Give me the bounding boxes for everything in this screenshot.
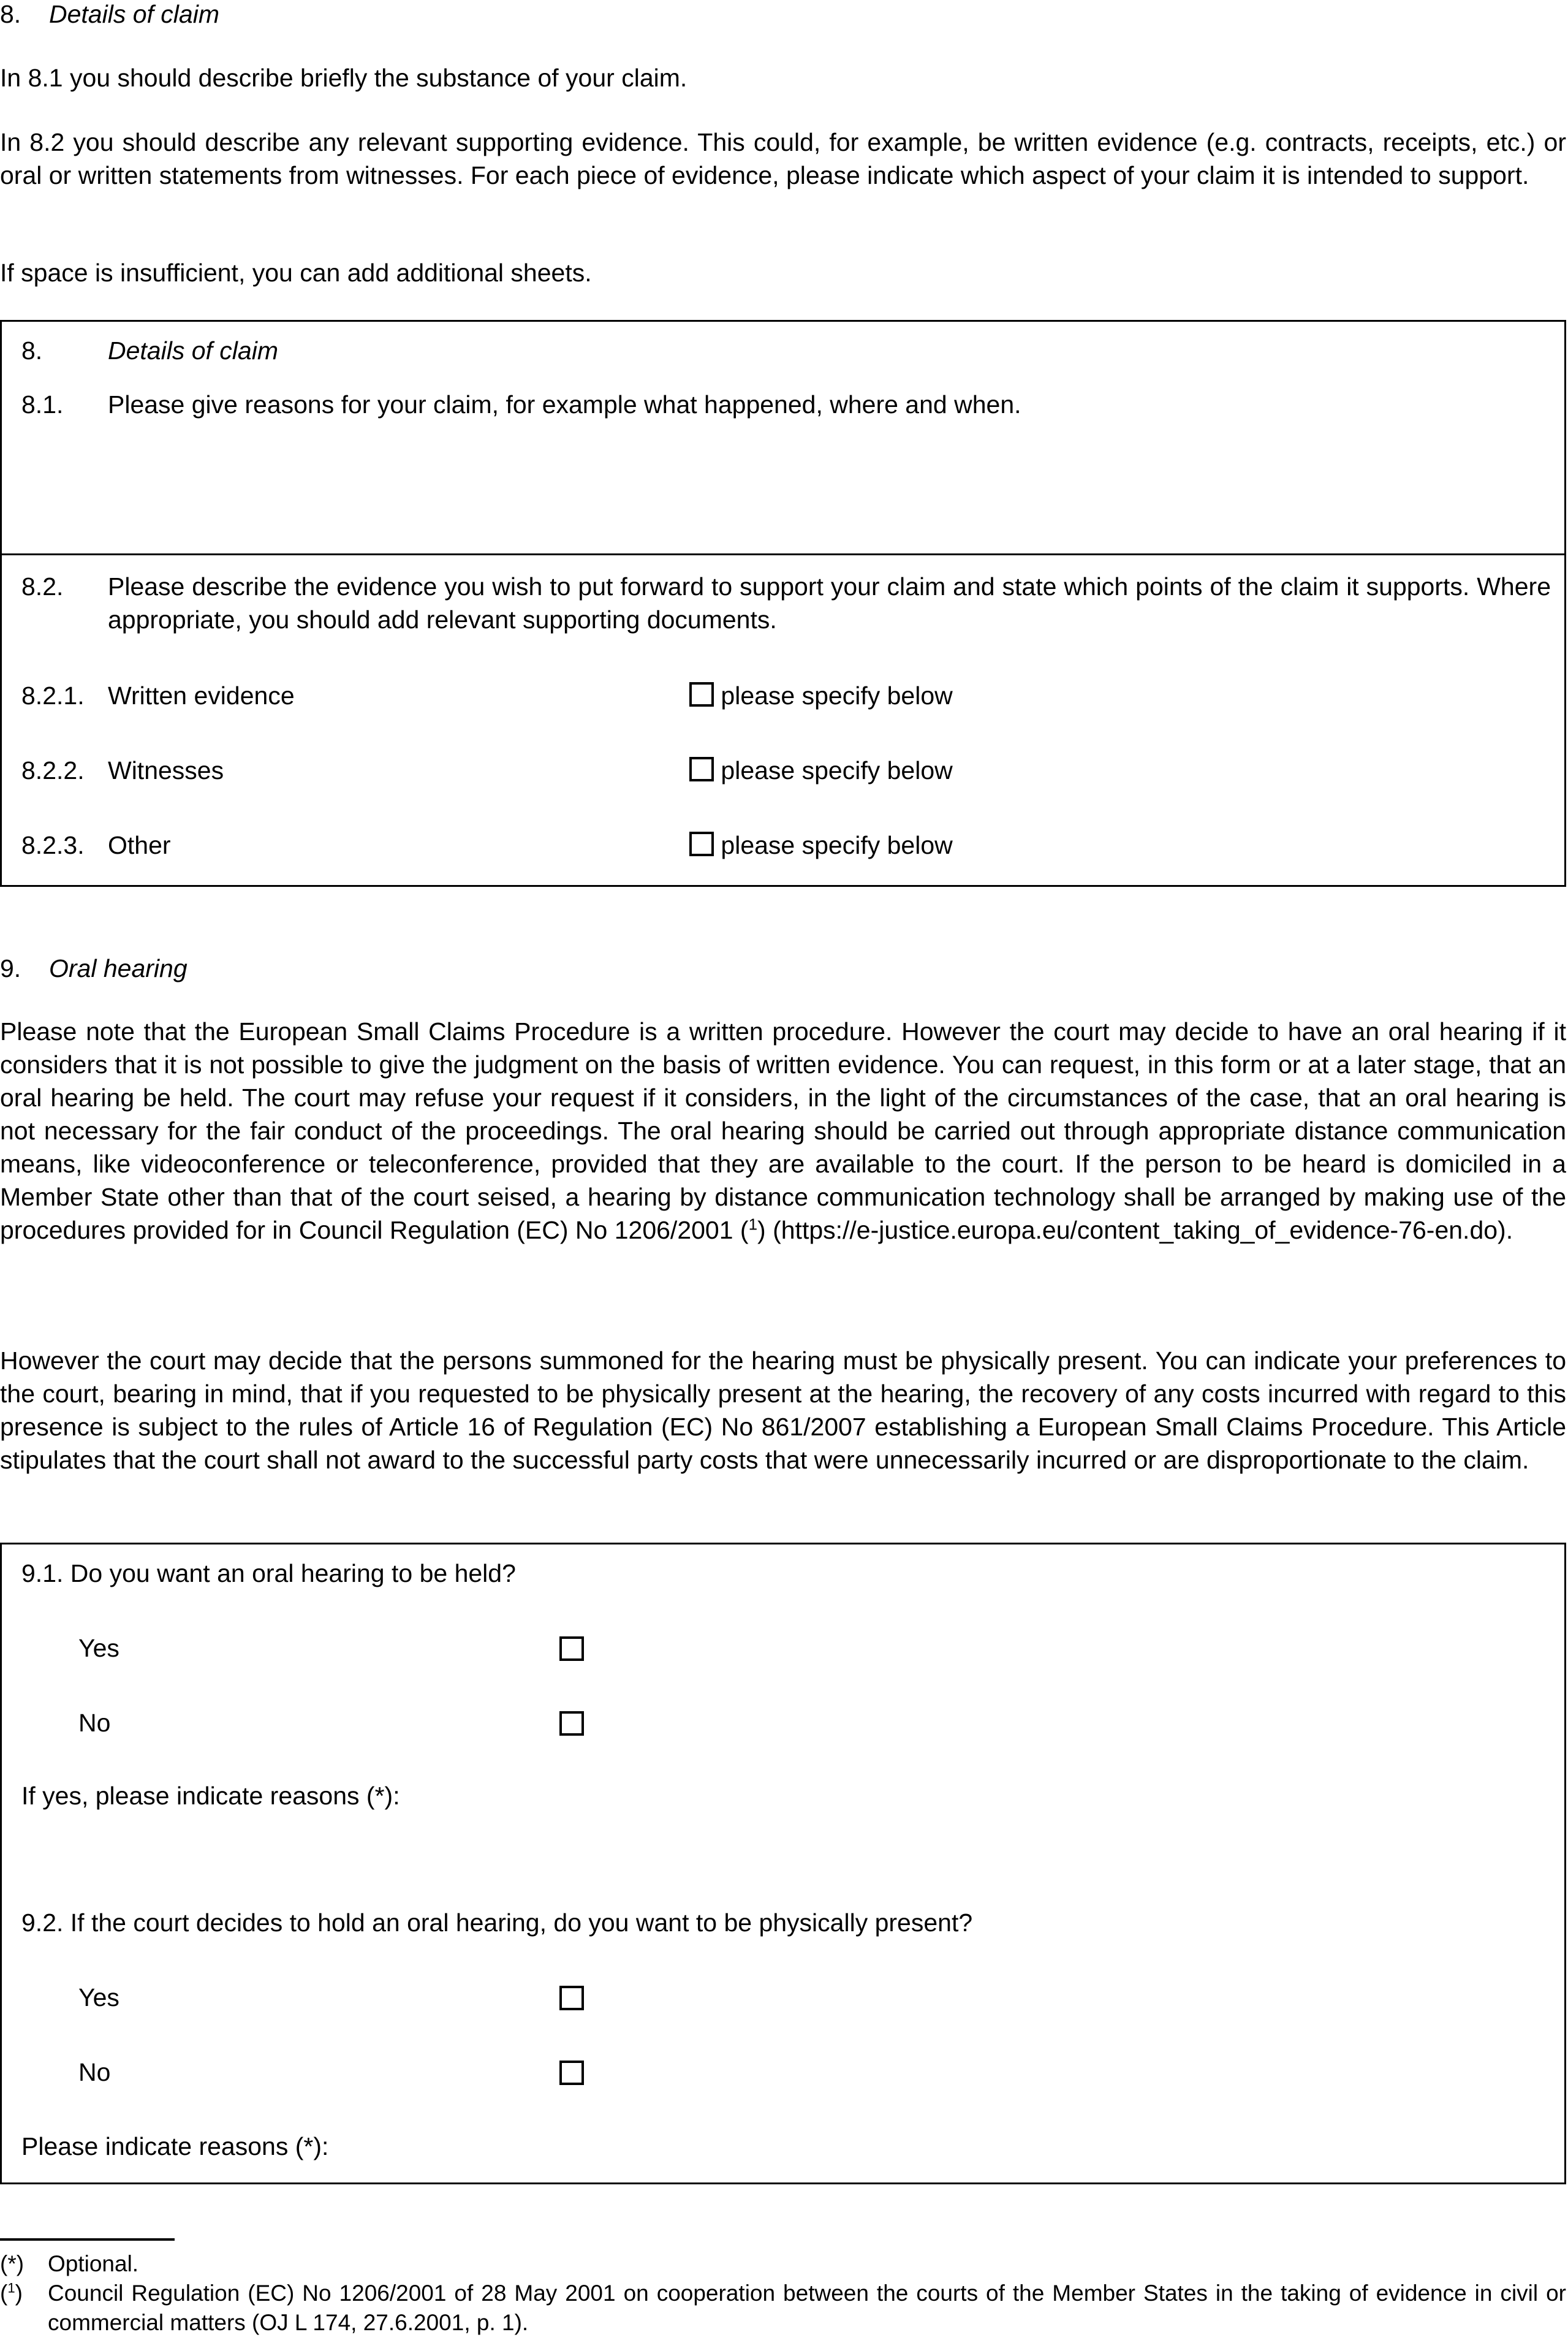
section-title: Details of claim [49,0,219,28]
footnote-separator [0,2238,175,2241]
oral-hearing-box [0,1543,1566,2184]
checkbox-q92-no[interactable] [559,2061,584,2085]
footnote-optional [0,2249,1566,2279]
evidence-number: 8.2.2. [21,756,85,784]
section-8-intro-2: In 8.2 you should describe any relevant supporting evidence. This could, for example, be written evidence (e.g. contracts, receipts, etc.) or oral or written statements from witnesses. For each piece of evidence, please indicate which aspect of your claim it is intended to support. [0,128,1566,189]
section-9-heading [0,952,187,985]
evidence-label: Other [108,831,171,859]
q92-reasons-label: Please indicate reasons (*): [21,2132,329,2160]
footnote-text: Council Regulation (EC) No 1206/2001 of 28 May 2001 on cooperation between the courts of the Member States in the taking of evidence in civil or commercial matters (OJ L 174, 27.6.2001, p. 1). [48,2281,1566,2335]
section-8-intro-3: If space is insufficient, you can add additional sheets. [0,259,592,287]
q91-text: 9.1. Do you want an oral hearing to be held? [21,1559,516,1587]
checkbox-q92-yes[interactable] [559,1986,584,2010]
q92-yes-label: Yes [78,1983,119,2011]
q82-number: 8.2. [21,572,64,601]
option-label: please specify below [721,682,953,710]
section-9-paragraph-2: However the court may decide that the persons summoned for the hearing must be physically present. You can indicate your preferences to the court, bearing in mind, that if you requested to be physically present at the hearing, the recovery of any costs incurred with regard to this presence is subject to the rules of Article 16 of Regulation (EC) No 861/2007 establishing a European Small Claims Procedure. This Article stipulates that the court shall not award to the successful party costs that were unnecessarily incurred or are disproportionate to the claim. [0,1347,1566,1474]
evidence-row-witnesses [21,754,1553,787]
evidence-option[interactable] [689,754,953,787]
option-label: please specify below [721,831,953,859]
q91-reasons-area[interactable] [2,1814,1564,1894]
footnote-1 [0,2279,1566,2335]
evidence-number: 8.2.1. [21,682,85,710]
checkbox-q91-yes[interactable] [559,1636,584,1661]
checkbox-q91-no[interactable] [559,1711,584,1736]
section-number: 9. [0,954,21,982]
evidence-row-other [21,829,1553,862]
section-8-intro-1: In 8.1 you should describe briefly the substance of your claim. [0,64,687,92]
evidence-option[interactable] [689,679,953,712]
q81-number: 8.1. [21,390,64,419]
q81-text: Please give reasons for your claim, for example what happened, where and when. [108,390,1021,419]
option-label: please specify below [721,756,953,784]
q91-yes-label: Yes [78,1634,119,1662]
evidence-row-written [21,679,1553,712]
checkbox-written-evidence[interactable] [689,682,714,707]
section-number: 8. [0,0,21,28]
footnote-mark: (*) [0,2251,25,2276]
details-of-claim-box [0,320,1566,887]
footnote-ref[interactable]: 1 [748,1215,758,1234]
evidence-label: Witnesses [108,756,224,784]
section-8-heading [0,0,219,31]
box-header-number: 8. [21,336,43,365]
q91-no-label: No [78,1709,111,1737]
q82-text: Please describe the evidence you wish to put forward to support your claim and state which points of the claim it supports. Where appropriate, you should add relevant supporting documents. [108,572,1551,634]
q92-no-label: No [78,2058,111,2086]
q81-answer-area[interactable] [2,408,1564,549]
evidence-number: 8.2.3. [21,831,85,859]
box-header-title: Details of claim [108,336,278,365]
q91-reasons-label: If yes, please indicate reasons (*): [21,1782,400,1810]
footnote-text: Optional. [48,2251,139,2276]
section-title: Oral hearing [49,954,187,982]
checkbox-witnesses[interactable] [689,757,714,781]
section-9-paragraph-1 [0,1015,1566,1247]
footnote-mark: ($^1$) [0,2280,23,2306]
para-text-end: ) (https://e-justice.europa.eu/content_taking_of_evidence-76-en.do). [757,1216,1513,1244]
para-text: Please note that the European Small Claims Procedure is a written procedure. However the court may decide to have an oral hearing if it considers that it is not possible to give the judgment on the basis of written evidence. You can request, in this form or at a later stage, that an oral hearing be held. The court may refuse your request if it considers, in the light of the circumstances of the case, that an oral hearing is not necessary for the fair conduct of the proceedings. The oral hearing should be carried out through appropriate distance communication means, like videoconference or teleconference, provided that they are available to the court. If the person to be heard is domiciled in a Member State other than that of the court seised, a hearing by distance communication technology shall be arranged by making use of the procedures provided for in Council Regulation (EC) No 1206/2001 ( [0,1017,1566,1244]
evidence-option[interactable] [689,829,953,862]
evidence-label: Written evidence [108,682,295,710]
q92-text: 9.2. If the court decides to hold an oral hearing, do you want to be physically present? [21,1909,973,1937]
checkbox-other[interactable] [689,832,714,856]
divider [2,553,1564,555]
